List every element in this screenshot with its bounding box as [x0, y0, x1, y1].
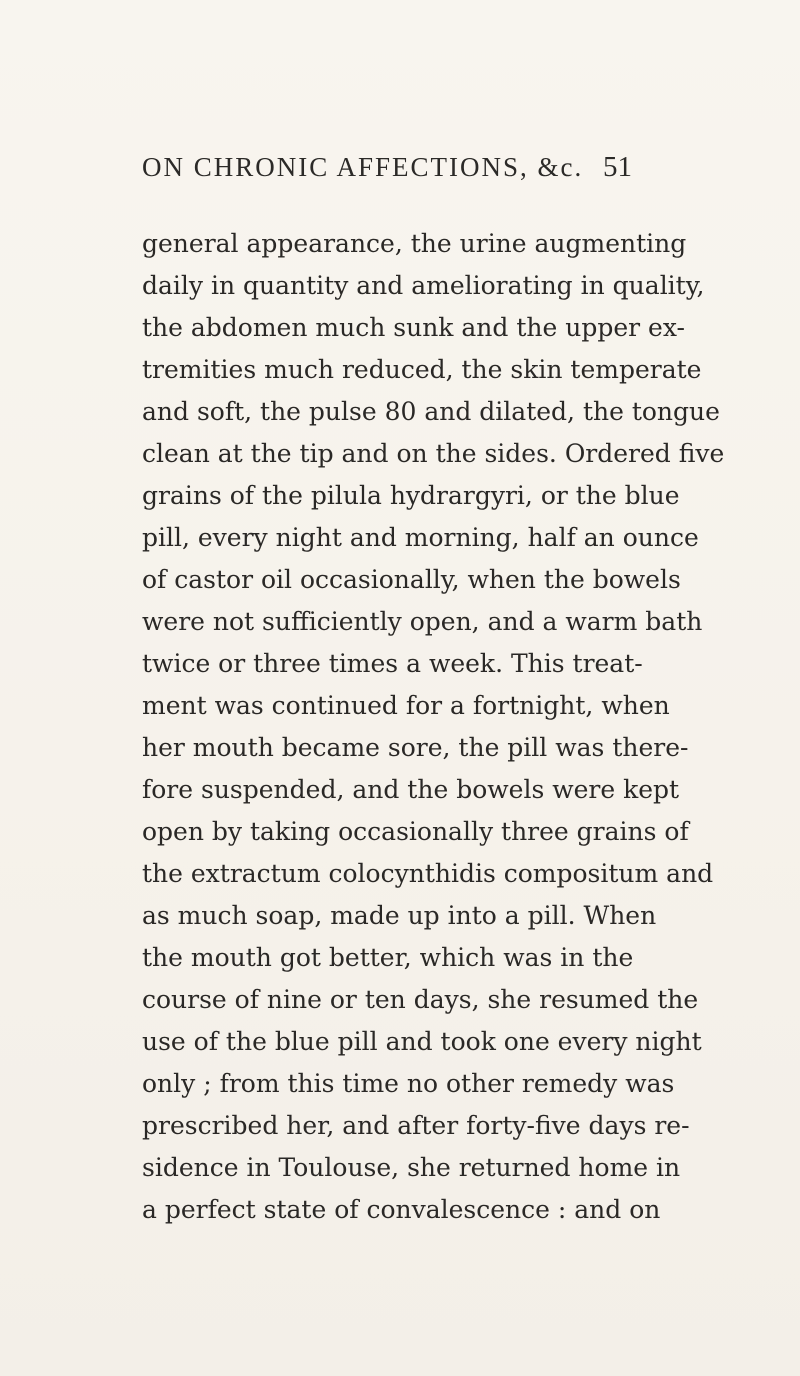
text-line: of castor oil occasionally, when the bowels [142, 565, 681, 594]
body-text [142, 223, 725, 1231]
text-line: clean at the tip and on the sides. Ordered five [142, 439, 725, 468]
text-line: only ; from this time no other remedy was [142, 1069, 675, 1098]
text-line: and soft, the pulse 80 and dilated, the tongue [142, 397, 720, 426]
text-line: twice or three times a week. This treat- [142, 649, 643, 678]
text-line: general appearance, the urine augmenting [142, 229, 687, 258]
text-line: as much soap, made up into a pill. When [142, 901, 657, 930]
text-line: a perfect state of convalescence : and on [142, 1195, 661, 1224]
text-line: pill, every night and morning, half an ounce [142, 523, 699, 552]
text-line: the mouth got better, which was in the [142, 943, 634, 972]
text-line: her mouth became sore, the pill was there- [142, 733, 689, 762]
text-line: open by taking occasionally three grains of [142, 817, 689, 846]
page-header [142, 151, 632, 193]
running-head: ON CHRONIC AFFECTIONS, &c. [142, 152, 584, 182]
text-line: course of nine or ten days, she resumed the [142, 985, 699, 1014]
text-line: ment was continued for a fortnight, when [142, 691, 670, 720]
text-line: tremities much reduced, the skin temperate [142, 355, 702, 384]
text-line: use of the blue pill and took one every night [142, 1027, 702, 1056]
page-number: 51 [603, 151, 632, 183]
text-line: prescribed her, and after forty-five days re- [142, 1111, 690, 1140]
text-line: daily in quantity and ameliorating in quality, [142, 271, 705, 300]
text-line: grains of the pilula hydrargyri, or the blue [142, 481, 680, 510]
text-line: sidence in Toulouse, she returned home in [142, 1153, 681, 1182]
text-line: the extractum colocynthidis compositum and [142, 859, 714, 888]
text-line: the abdomen much sunk and the upper ex- [142, 313, 685, 342]
text-line: fore suspended, and the bowels were kept [142, 775, 680, 804]
text-line: were not sufficiently open, and a warm bath [142, 607, 703, 636]
